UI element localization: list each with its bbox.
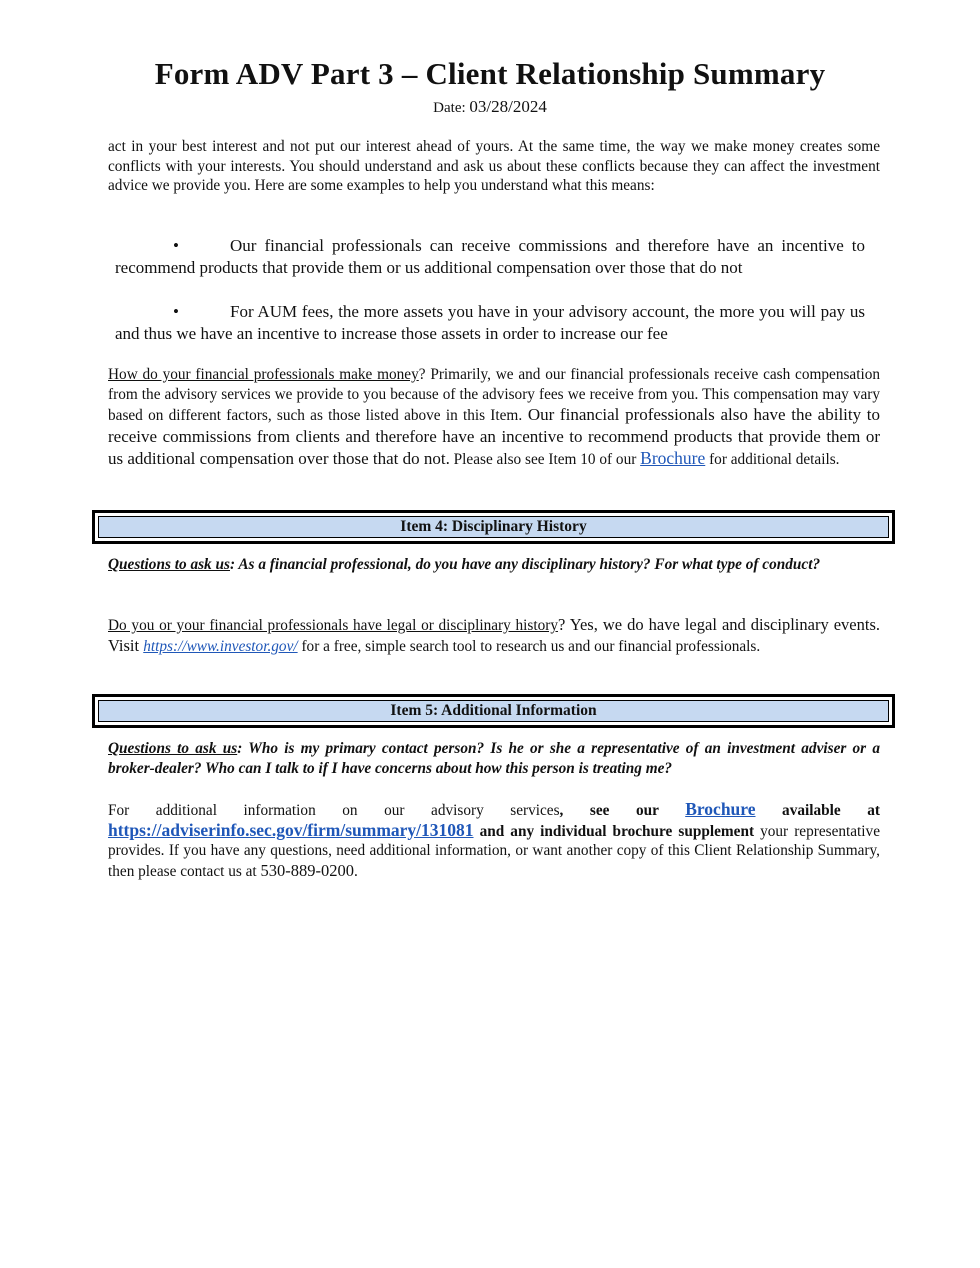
- document-date: [0, 97, 980, 117]
- bullet-text: For AUM fees, the more assets you have in your advisory account, the more you will pay us and thus we have an incentive to increase those assets in order to increase our fee: [115, 302, 865, 343]
- item4-heading: Item 4: Disciplinary History: [98, 516, 889, 538]
- questions-label: Questions to ask us: [108, 556, 230, 573]
- phone-number: 530-889-0200: [260, 860, 354, 880]
- bullet-item: [115, 235, 865, 279]
- item4-questions: [108, 555, 880, 575]
- investor-gov-link[interactable]: https://www.investor.gov/: [143, 637, 298, 655]
- bullet-item: [115, 301, 865, 345]
- brochure-link[interactable]: Brochure: [685, 799, 756, 819]
- details-text: for additional details.: [705, 451, 840, 469]
- disciplinary-paragraph: [108, 615, 880, 656]
- item4-section-header: [92, 510, 895, 544]
- disciplinary-question: Do you or your financial professionals have legal or disciplinary history: [108, 617, 558, 634]
- questions-text: : As a financial professional, do you have any disciplinary history? For what type of conduct?: [230, 556, 821, 573]
- date-label: Date:: [433, 100, 466, 116]
- info-bold-text: , see our: [559, 802, 686, 819]
- compensation-question: How do your financial professionals make money: [108, 366, 419, 383]
- info-bold-text: available at: [755, 802, 880, 819]
- page-title: Form ADV Part 3 – Client Relationship Summary: [154, 56, 826, 91]
- item5-heading: Item 5: Additional Information: [98, 700, 889, 722]
- see-item-text: Please also see Item 10 of our: [449, 451, 641, 469]
- conflicts-intro-paragraph: act in your best interest and not put our interest ahead of yours. At the same time, the way we make money creates some conflicts with your interests. You should understand and ask us about these conflicts because they can affect the investment advice we provide you. Here are some examples to help you understand what this means:: [108, 138, 880, 195]
- compensation-paragraph: [108, 365, 880, 470]
- adviserinfo-link[interactable]: https://adviserinfo.sec.gov/firm/summary/131081: [108, 819, 474, 840]
- info-text: .: [353, 862, 358, 880]
- additional-info-paragraph: [108, 800, 880, 881]
- info-bold-text: and any individual brochure supplement: [473, 822, 755, 840]
- info-text: For additional information on our advisory services: [108, 802, 560, 819]
- bullet-text: Our financial professionals can receive commissions and therefore have an incentive to recommend products that provide them or us additional compensation over those that do not: [115, 236, 865, 277]
- brochure-link[interactable]: Brochure: [640, 448, 706, 469]
- commission-text: Our financial professionals also have the ability to receive commissions from clients and therefore have an incentive to recommend products that provide them or us additional compensation over those that do not.: [108, 405, 880, 469]
- questions-text: : Who is my primary contact person? Is he or she a representative of an investment adviser or a broker-dealer? Who can I talk to if I have concerns about how this person is treating me?: [108, 740, 880, 777]
- item5-questions: [108, 739, 880, 778]
- bullet-marker: •: [173, 236, 179, 255]
- info-text: your representative provides. If you have any questions, need additional information, or want another copy of this Client Relationship Summary, then please contact us at: [108, 822, 880, 880]
- compensation-text: ? Primarily, we and our financial professionals receive cash compensation from the advisory services we provide to you because of the advisory fees we receive from you. This compensation may vary based on different factors, such as those listed above in this Item.: [108, 366, 881, 425]
- bullet-marker: •: [173, 302, 179, 321]
- questions-label: Questions to ask us: [108, 740, 238, 757]
- disciplinary-text: ? Yes, we do have legal and disciplinary events. Visit: [108, 615, 880, 655]
- date-value: 03/28/2024: [469, 97, 547, 116]
- disciplinary-text-2: for a free, simple search tool to research us and our financial professionals.: [297, 637, 761, 655]
- item5-section-header: [92, 694, 895, 728]
